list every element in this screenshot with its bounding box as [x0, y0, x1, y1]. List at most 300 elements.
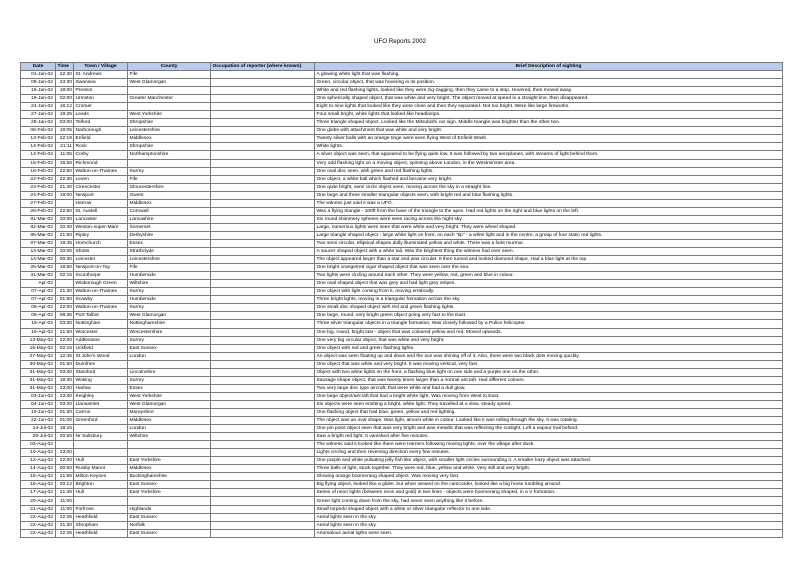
description-cell: One big, round, bright star - object that was coloured yellow and red. Moved upwards. [315, 328, 783, 336]
description-cell: White and red flashing lights, looked like they were zig-zagging, then they came to a stop. Hovered, then moved away. [315, 87, 783, 95]
time-cell: 00:30 [56, 256, 74, 264]
county-cell: Highlands [128, 505, 211, 513]
town-cell: Dumfries [74, 360, 128, 368]
occupation-cell [211, 457, 315, 465]
town-cell [74, 425, 128, 433]
date-cell: 01-Mar-02 [21, 215, 56, 223]
date-cell: 27-May-02 [21, 352, 56, 360]
time-cell: 20:12 [56, 481, 74, 489]
time-cell: 02:00 [56, 95, 74, 103]
occupation-cell [211, 521, 315, 529]
time-cell: 22:30 [56, 175, 74, 183]
county-cell: East Sussex [128, 513, 211, 521]
town-cell: St John's Wood [74, 352, 128, 360]
county-cell: Lincolnshire [128, 368, 211, 376]
occupation-cell [211, 505, 315, 513]
county-cell: Gwent [128, 191, 211, 199]
county-cell: Buckinghamshire [128, 473, 211, 481]
town-cell: Urmston [74, 95, 128, 103]
town-cell: Milton Keynes [74, 473, 128, 481]
date-cell: 14-Mar-02 [21, 256, 56, 264]
town-cell: Ripley [74, 231, 128, 239]
table-row [21, 360, 783, 368]
occupation-cell [211, 223, 315, 231]
occupation-cell [211, 272, 315, 280]
description-cell: The witness said it looked like there were Harriers following moving lights, over the village after dusk. [315, 441, 783, 449]
town-cell: Forfrose [74, 505, 128, 513]
occupation-cell [211, 183, 315, 191]
occupation-cell [211, 71, 315, 79]
town-cell: Cromer [74, 103, 128, 111]
time-cell: 19:00 [56, 191, 74, 199]
county-cell: Shropshire [128, 143, 211, 151]
table-row [21, 159, 783, 167]
table-row [21, 264, 783, 272]
table-body [21, 71, 783, 538]
description-cell: Very odd flashing light on a moving object, spinning above London, in the Westminster area. [315, 159, 783, 167]
description-cell: Three balls of light, stuck together. They were red, blue, yellow and white. Very still and very bright. [315, 465, 783, 473]
table-row [21, 449, 783, 457]
table-row [21, 352, 783, 360]
occupation-cell [211, 103, 315, 111]
town-cell: Addlestone [74, 336, 128, 344]
county-cell: London [128, 352, 211, 360]
date-cell: 28-Jul-02 [21, 433, 56, 441]
description-cell: A glowing white light that was flashing. [315, 71, 783, 79]
occupation-cell [211, 473, 315, 481]
county-cell: East Sussex [128, 529, 211, 537]
town-cell: Weston-super-Mare [74, 223, 128, 231]
town-cell [74, 449, 128, 457]
time-cell: 22:50 [56, 167, 74, 175]
time-cell: 19:45 [56, 239, 74, 247]
description-cell: The object appeared larger than a star and was circular. It then turned and looked diamond shape. Had a blue light at the top. [315, 256, 783, 264]
date-cell: 15-Aug-02 [21, 473, 56, 481]
town-cell: Uckfield [74, 344, 128, 352]
column-header-county: County [128, 63, 211, 71]
description-cell: One bright orange/red cigar shaped object that was seen over the sea. [315, 264, 783, 272]
date-cell: 14-Feb-02 [21, 143, 56, 151]
date-cell: 24-Feb-02 [21, 191, 56, 199]
table-row [21, 103, 783, 111]
table-row [21, 505, 783, 513]
table-row [21, 344, 783, 352]
county-cell: East Yorkshire [128, 489, 211, 497]
table-row [21, 135, 783, 143]
date-cell: 03-Jun-02 [21, 392, 56, 400]
date-cell: 24-Jan-02 [21, 103, 56, 111]
county-cell: Morayshire [128, 408, 211, 416]
date-cell: 03-Aug-02 [21, 441, 56, 449]
description-cell: Three triangle shaped object. Looked like the Mitsubishi car sign. Middle triangle was brighter than the other two. [315, 119, 783, 127]
county-cell: Essex [128, 384, 211, 392]
town-cell: Wisborough Green [74, 280, 128, 288]
table-row [21, 151, 783, 159]
date-cell: 12-Aug-02 [21, 457, 56, 465]
time-cell: 20:55 [56, 433, 74, 441]
table-row [21, 175, 783, 183]
town-cell: Nr Salisbury [74, 433, 128, 441]
date-cell: Apr-02 [21, 280, 56, 288]
date-cell: 04-Jun-02 [21, 400, 56, 408]
column-header-date: Date [21, 63, 56, 71]
description-cell: Eight to nine lights that looked like they were close and then they separated. Not too bright. Were like large fireworks. [315, 103, 783, 111]
county-cell: Wiltshire [128, 280, 211, 288]
occupation-cell [211, 360, 315, 368]
time-cell [56, 441, 74, 449]
occupation-cell [211, 489, 315, 497]
town-cell [74, 441, 128, 449]
county-cell: Derbyshire [128, 231, 211, 239]
town-cell: Shotts [74, 248, 128, 256]
time-cell: 18:00 [56, 87, 74, 95]
table-row [21, 191, 783, 199]
description-cell: Three bright lights, moving in a triangular formation across the sky. [315, 296, 783, 304]
town-cell: Scunthorpe [74, 272, 128, 280]
occupation-cell [211, 328, 315, 336]
county-cell: Humberside [128, 296, 211, 304]
description-cell: One large object/aircraft that had a bright white light. Was moving from West to East. [315, 392, 783, 400]
description-cell: Six objects were seen emitting a bright, white light. They travelled at a slow, steady speed. [315, 400, 783, 408]
table-row [21, 465, 783, 473]
date-cell: 15-May-02 [21, 344, 56, 352]
date-cell: 21-Aug-02 [21, 505, 56, 513]
county-cell: Gloucestershire [128, 183, 211, 191]
date-cell: 07-Apr-02 [21, 296, 56, 304]
description-cell: One flashing object that had blue, green, yellow and red lighting. [315, 408, 783, 416]
occupation-cell [211, 159, 315, 167]
table-row [21, 513, 783, 521]
table-row [21, 473, 783, 481]
occupation-cell [211, 119, 315, 127]
description-cell: White lights. [315, 143, 783, 151]
table-row [21, 320, 783, 328]
time-cell: 22:00 [56, 457, 74, 465]
table-row [21, 425, 783, 433]
town-cell: Heathfield [74, 513, 128, 521]
occupation-cell [211, 280, 315, 288]
date-cell: 22-Aug-02 [21, 513, 56, 521]
date-cell: 15-Apr-02 [21, 328, 56, 336]
county-cell: Norfolk [128, 521, 211, 529]
town-cell: Telford [74, 119, 128, 127]
town-cell: Rock [74, 143, 128, 151]
description-cell: One oval disc seen, with green and red flashing lights. [315, 167, 783, 175]
time-cell: 03:30 [56, 320, 74, 328]
date-cell: 08-Apr-02 [21, 312, 56, 320]
description-cell: One purple and white pulsating jelly fish like object, with smaller light circles surrounding it. A smaller hazy object was attached. [315, 457, 783, 465]
occupation-cell [211, 441, 315, 449]
description-cell: One object that was white and very bright. It was moving vertical, very fast. [315, 360, 783, 368]
occupation-cell [211, 425, 315, 433]
table-row [21, 376, 783, 384]
description-cell: Glowing orange boomerang shaped object. Was moving very fast. [315, 473, 783, 481]
date-cell: 07-Mar-02 [21, 239, 56, 247]
description-cell: Two lights were circling around each other. They were yellow, red, green and blue in colour. [315, 272, 783, 280]
county-cell: Middlesex [128, 199, 211, 207]
town-cell: Brighton [74, 481, 128, 489]
occupation-cell [211, 312, 315, 320]
town-cell: St. Austell [74, 207, 128, 215]
occupation-cell [211, 191, 315, 199]
time-cell: 01:30 [56, 408, 74, 416]
occupation-cell [211, 497, 315, 505]
occupation-cell [211, 384, 315, 392]
town-cell: Lancaster [74, 215, 128, 223]
occupation-cell [211, 79, 315, 87]
time-cell [56, 280, 74, 288]
county-cell: Fife [128, 264, 211, 272]
date-cell: 25-Mar-02 [21, 264, 56, 272]
table-row [21, 248, 783, 256]
town-cell: Keighley [74, 392, 128, 400]
town-cell: Woking [74, 376, 128, 384]
occupation-cell [211, 288, 315, 296]
table-row [21, 368, 783, 376]
county-cell: Middlesex [128, 135, 211, 143]
date-cell: 31-May-02 [21, 368, 56, 376]
date-cell: 13-May-02 [21, 336, 56, 344]
date-cell: 19-Jan-02 [21, 95, 56, 103]
occupation-cell [211, 199, 315, 207]
time-cell: 23:00 [56, 449, 74, 457]
time-cell: 21:40 [56, 183, 74, 191]
table-row [21, 239, 783, 247]
time-cell: 22:00 [56, 336, 74, 344]
occupation-cell [211, 408, 315, 416]
table-row [21, 95, 783, 103]
table-row [21, 231, 783, 239]
table-row [21, 392, 783, 400]
table-row [21, 497, 783, 505]
occupation-cell [211, 231, 315, 239]
occupation-cell [211, 135, 315, 143]
description-cell: Anomalous aerial lights were seen. [315, 529, 783, 537]
date-cell: 27-Feb-02 [21, 199, 56, 207]
occupation-cell [211, 151, 315, 159]
town-cell: Carron [74, 408, 128, 416]
county-cell: Worcestershire [128, 328, 211, 336]
town-cell: Richmond [74, 159, 128, 167]
town-cell: Cirencester [74, 183, 128, 191]
date-cell: 14-Aug-02 [21, 465, 56, 473]
description-cell: Six round shimmery spheres were seen racing across the night sky. [315, 215, 783, 223]
occupation-cell [211, 529, 315, 537]
column-header-description: Brief Description of sighting [315, 63, 783, 71]
time-cell: 22:19 [56, 135, 74, 143]
date-cell: 16-Aug-02 [21, 481, 56, 489]
occupation-cell [211, 320, 315, 328]
county-cell: Middlesex [128, 417, 211, 425]
time-cell: 23:00 [56, 384, 74, 392]
date-cell: 02-Mar-02 [21, 223, 56, 231]
time-cell: 01:50 [56, 360, 74, 368]
description-cell: One very big circular object, that was white and very bright. [315, 336, 783, 344]
town-cell: Harlow [74, 384, 128, 392]
occupation-cell [211, 215, 315, 223]
description-cell: The object was an oval shape. Was light, almost white in colour. Looked like it was rolling through the sky. It was rotating. [315, 417, 783, 425]
county-cell: Nottinghamshire [128, 320, 211, 328]
county-cell: Leicestershire [128, 256, 211, 264]
description-cell: Large triangle shaped object - large white light on front, on each "tip" - a white light and in the centre, a group of four static red lights. [315, 231, 783, 239]
date-cell: 31-May-02 [21, 384, 56, 392]
time-cell: 18:30 [56, 376, 74, 384]
date-cell: 17-Aug-02 [21, 489, 56, 497]
occupation-cell [211, 368, 315, 376]
time-cell: 03:40 [56, 368, 74, 376]
town-cell: Leeds [74, 111, 128, 119]
table-row [21, 215, 783, 223]
table-row [21, 280, 783, 288]
description-cell: One pin point object seen that was very bright and was metallic that was reflecting the sunlight. Left a vapour trail behind. [315, 425, 783, 433]
occupation-cell [211, 256, 315, 264]
town-cell [74, 497, 128, 505]
description-cell: A silver object was seen, that appeared to be flying quite low. It was followed by two aeroplanes, with streams of light behind them. [315, 151, 783, 159]
time-cell: 21:50 [56, 328, 74, 336]
date-cell: 13-Mar-02 [21, 248, 56, 256]
occupation-cell [211, 433, 315, 441]
occupation-cell [211, 392, 315, 400]
time-cell: 22:00 [56, 304, 74, 312]
county-cell: Middlesex [128, 465, 211, 473]
county-cell: Fife [128, 175, 211, 183]
occupation-cell [211, 111, 315, 119]
table-row [21, 441, 783, 449]
county-cell [128, 103, 211, 111]
date-cell: 22-Feb-02 [21, 175, 56, 183]
county-cell: Surrey [128, 304, 211, 312]
table-row [21, 304, 783, 312]
date-cell: 15-Feb-02 [21, 159, 56, 167]
county-cell: Shropshire [128, 119, 211, 127]
description-cell: Green light coming down from the sky, had never seen anything like it before. [315, 497, 783, 505]
table-row [21, 272, 783, 280]
occupation-cell [211, 239, 315, 247]
occupation-cell [211, 143, 315, 151]
ufo-reports-table [20, 62, 783, 538]
description-cell: One object, a white ball which flashed and became very bright. [315, 175, 783, 183]
date-cell: 14-Jul-02 [21, 425, 56, 433]
table-row [21, 71, 783, 79]
table-row [21, 400, 783, 408]
time-cell: 22:30 [56, 71, 74, 79]
description-cell: One oval shaped object that was grey and had light grey stripes. [315, 280, 783, 288]
occupation-cell [211, 336, 315, 344]
date-cell: 15-Apr-02 [21, 320, 56, 328]
date-cell: 22-Jun-02 [21, 417, 56, 425]
date-cell: 10-Jun-02 [21, 408, 56, 416]
description-cell: Sausage shape object, that was twenty times larger than a normal aircraft. Had different colours. [315, 376, 783, 384]
occupation-cell [211, 304, 315, 312]
date-cell: 27-Jan-02 [21, 111, 56, 119]
town-cell: Newport [74, 191, 128, 199]
table-row [21, 417, 783, 425]
occupation-cell [211, 376, 315, 384]
time-cell: 11:05 [56, 151, 74, 159]
county-cell: Somerset [128, 223, 211, 231]
town-cell: Heathfield [74, 529, 128, 537]
description-cell: Large, numerous lights were seen that were white and very bright. They were wheel shaped. [315, 223, 783, 231]
time-cell: 19:25 [56, 111, 74, 119]
county-cell [128, 87, 211, 95]
table-row [21, 143, 783, 151]
description-cell: An object was seen floating up and down and the sun was shining off of it. Also, there were two black dots moving quickly. [315, 352, 783, 360]
description-cell: Four small bright, white lights that looked like headlamps. [315, 111, 783, 119]
town-cell: Preston [74, 87, 128, 95]
table-row [21, 256, 783, 264]
date-cell: 08-Apr-02 [21, 304, 56, 312]
date-cell: 10-Aug-02 [21, 449, 56, 457]
column-header-time: Time [56, 63, 74, 71]
description-cell: Big flying object, looked like a glider, but when viewed on the camcorder, looked like a big horse tumbling around. [315, 481, 783, 489]
table-row [21, 199, 783, 207]
town-cell: Port Talbot [74, 312, 128, 320]
occupation-cell [211, 481, 315, 489]
county-cell: East Sussex [128, 344, 211, 352]
town-cell: Walton-on-Thames [74, 288, 128, 296]
date-cell: 07-Apr-02 [21, 288, 56, 296]
county-cell: Fife [128, 71, 211, 79]
date-cell: 22-Aug-02 [21, 521, 56, 529]
county-cell: Surrey [128, 336, 211, 344]
time-cell: 20:40 [56, 223, 74, 231]
county-cell: Wiltshire [128, 433, 211, 441]
description-cell: One object with red and green flashing lights. [315, 344, 783, 352]
date-cell: 28-Jan-02 [21, 119, 56, 127]
time-cell: 21:45 [56, 489, 74, 497]
town-cell: Swansea [74, 79, 128, 87]
table-row [21, 111, 783, 119]
county-cell: Essex [128, 239, 211, 247]
description-cell: Twenty silver balls with an orange tinge were seen flying West of Enfield Wash. [315, 135, 783, 143]
town-cell: Leven [74, 175, 128, 183]
occupation-cell [211, 465, 315, 473]
time-cell: 11:00 [56, 505, 74, 513]
time-cell: 01:50 [56, 296, 74, 304]
town-cell: Scawby [74, 296, 128, 304]
description-cell: Green, circular object, that was hovering in its position. [315, 79, 783, 87]
county-cell: Greater Manchester [128, 95, 211, 103]
county-cell: London [128, 425, 211, 433]
occupation-cell [211, 167, 315, 175]
date-cell: 28-Feb-02 [21, 207, 56, 215]
time-cell: 21:11 [56, 143, 74, 151]
date-cell: 23-Feb-02 [21, 183, 56, 191]
time-cell: 23:30 [56, 79, 74, 87]
date-cell: 09-Jan-02 [21, 79, 56, 87]
description-cell: One quite bright, semi circle object seen, moving across the sky in a straight line. [315, 183, 783, 191]
table-row [21, 223, 783, 231]
town-cell: Harrow [74, 199, 128, 207]
description-cell: Aerial lights seen in the sky. [315, 521, 783, 529]
county-cell: West Glamorgan [128, 79, 211, 87]
occupation-cell [211, 352, 315, 360]
description-cell: One large and three smaller triangular objects seen, with bright red and blue flashing lights. [315, 191, 783, 199]
page-title: UFO Reports 2002 [374, 38, 426, 45]
date-cell: 22-Aug-02 [21, 529, 56, 537]
date-cell: 15-Jan-02 [21, 87, 56, 95]
county-cell: East Sussex [128, 481, 211, 489]
table-row [21, 207, 783, 215]
description-cell: Was a flying triangle - 100ft from the base of the triangle to the apex. Had red lights on the right and blue lights on the left. [315, 207, 783, 215]
county-cell: West Glamorgan [128, 312, 211, 320]
date-cell: 01-Jan-02 [21, 71, 56, 79]
date-cell: 16-Feb-02 [21, 167, 56, 175]
time-cell: 00:50 [56, 465, 74, 473]
town-cell: St. Andrews [74, 71, 128, 79]
table-row [21, 79, 783, 87]
time-cell: 21:55 [56, 473, 74, 481]
